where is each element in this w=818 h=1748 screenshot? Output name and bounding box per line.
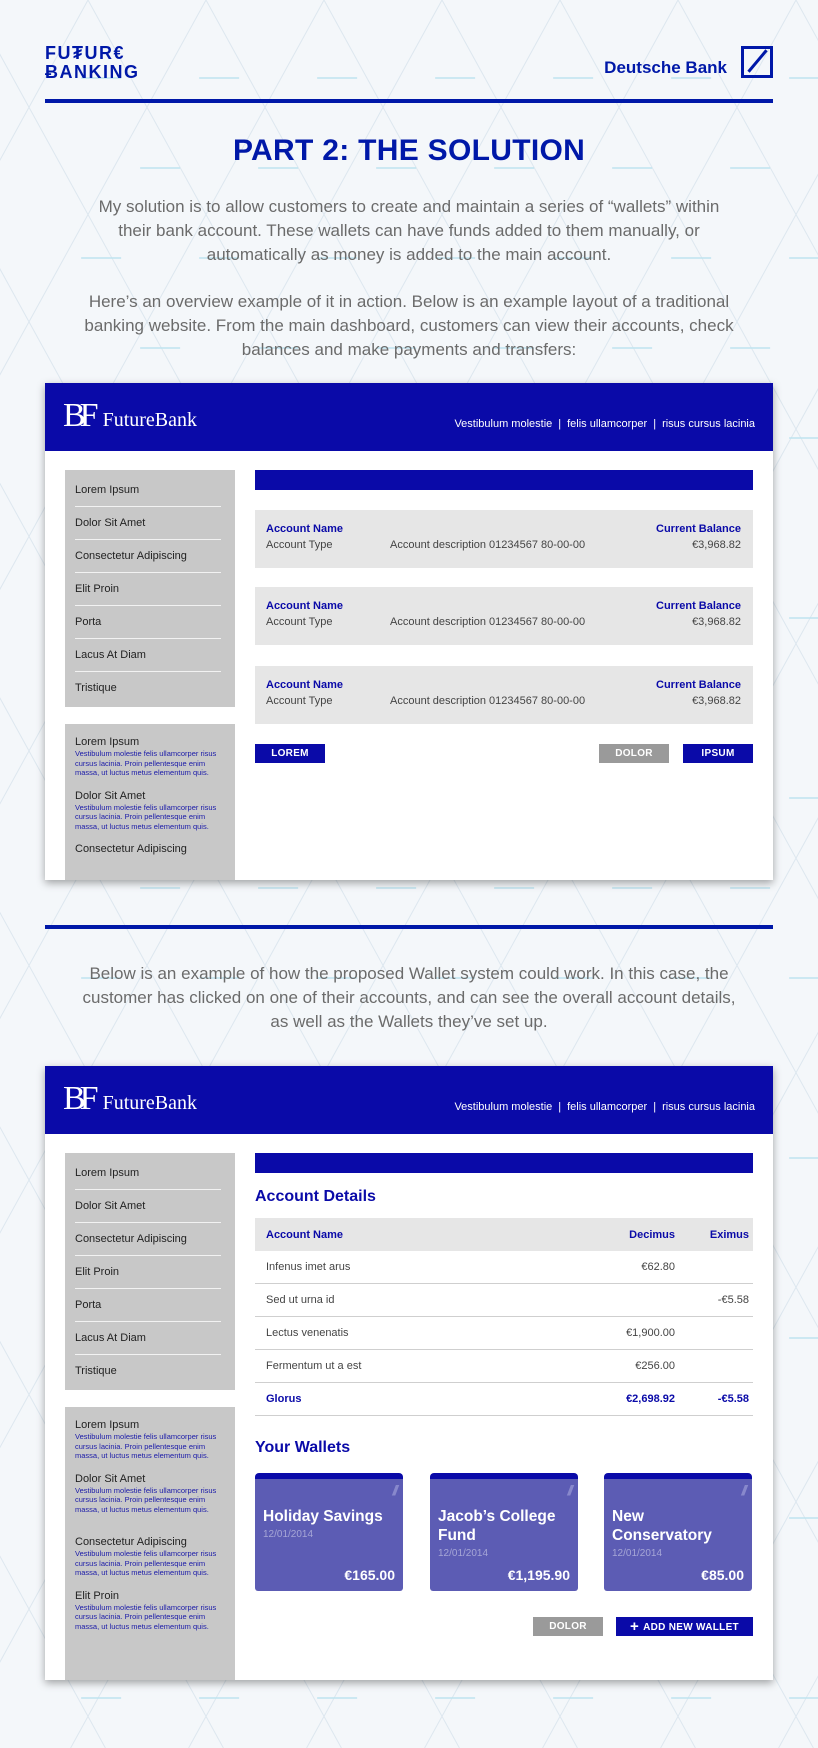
wallet-watermark-icon: ///: [567, 1482, 570, 1498]
table-header: [255, 1218, 753, 1251]
content-header-strip: [255, 1153, 753, 1173]
top-nav: [454, 418, 755, 430]
nav-separator: |: [653, 1101, 657, 1113]
balance-label: Current Balance: [656, 600, 741, 612]
futurebank-logo-mark: BF: [63, 1080, 93, 1117]
logo-line-2: ɃANKING: [45, 62, 140, 82]
wallet-amount: €165.00: [344, 1567, 395, 1583]
info-block: [75, 1590, 225, 1632]
wallet-name: Jacob’s College Fund: [438, 1508, 556, 1544]
futurebank-logo[interactable]: [63, 397, 198, 434]
dolor-button[interactable]: DOLOR: [533, 1617, 603, 1636]
account-balance: €3,968.82: [692, 695, 741, 707]
account-balance: €3,968.82: [692, 539, 741, 551]
account-card[interactable]: [255, 587, 753, 645]
table-row[interactable]: [255, 1284, 753, 1317]
account-type: Account Type: [266, 616, 333, 628]
decimus-value: €1,900.00: [626, 1327, 675, 1339]
account-details-table: [255, 1218, 753, 1416]
decimus-value: €62.80: [641, 1261, 675, 1273]
deutsche-bank-brand: [604, 46, 773, 78]
sidebar-item[interactable]: Tristique: [75, 682, 117, 694]
bank-name: Deutsche Bank: [604, 58, 727, 77]
account-description: Account description 01234567 80-00-00: [390, 695, 586, 707]
futurebank-logo-name: FutureBank: [102, 1092, 198, 1114]
sidebar-item[interactable]: Porta: [75, 1289, 221, 1322]
your-wallets-heading: Your Wallets: [255, 1439, 351, 1456]
account-card[interactable]: [255, 510, 753, 568]
wallet-mockup: [45, 1066, 773, 1680]
info-text: Vestibulum molestie felis ullamcorper risus cursus lacinia. Proin pellentesque enim massa, ut luctus metus elementum quis.: [75, 749, 217, 777]
info-title: Consectetur Adipiscing: [75, 843, 187, 855]
table-row[interactable]: [255, 1317, 753, 1350]
row-label: Fermentum ut a est: [266, 1360, 362, 1372]
wallet-card[interactable]: [255, 1473, 403, 1591]
info-block: [75, 1536, 225, 1578]
wallet-date: 12/01/2014: [438, 1548, 489, 1559]
sidebar-menu: [65, 1153, 235, 1390]
nav-link[interactable]: risus cursus lacinia: [662, 1101, 755, 1113]
account-type: Account Type: [266, 695, 333, 707]
info-block: [75, 1473, 225, 1515]
sidebar-item[interactable]: Consectetur Adipiscing: [75, 1223, 221, 1256]
info-block: [75, 736, 225, 778]
ipsum-button[interactable]: IPSUM: [683, 744, 753, 763]
top-nav: [454, 1101, 755, 1113]
sidebar-item[interactable]: Consectetur Adipiscing: [75, 540, 221, 573]
balance-label: Current Balance: [656, 523, 741, 535]
account-name: Account Name: [266, 679, 344, 691]
info-text: Vestibulum molestie felis ullamcorper risus cursus lacinia. Proin pellentesque enim massa, ut luctus metus elementum quis.: [75, 1602, 217, 1631]
account-name: Account Name: [266, 600, 344, 612]
app-header-bar: [45, 1066, 773, 1134]
nav-link[interactable]: risus cursus lacinia: [662, 418, 755, 430]
info-title: Elit Proin: [75, 1589, 120, 1602]
row-label: Infenus imet arus: [266, 1261, 351, 1273]
add-new-wallet-label: ADD NEW WALLET: [643, 1622, 739, 1633]
sidebar-item[interactable]: Tristique: [75, 1365, 117, 1377]
account-balance: €3,968.82: [692, 616, 741, 628]
content-header-strip: [255, 470, 753, 490]
info-title: Dolor Sit Amet: [75, 789, 146, 802]
nav-link[interactable]: felis ullamcorper: [567, 418, 648, 430]
sidebar-item[interactable]: Lorem Ipsum: [75, 1157, 221, 1190]
balance-label: Current Balance: [656, 679, 741, 691]
wallet-name: Holiday Savings: [263, 1508, 383, 1525]
column-header: Account Name: [266, 1228, 344, 1241]
account-type: Account Type: [266, 539, 333, 551]
nav-separator: |: [653, 418, 657, 430]
add-new-wallet-button[interactable]: [616, 1617, 753, 1636]
info-title: Consectetur Adipiscing: [75, 1536, 187, 1548]
sidebar-item[interactable]: Dolor Sit Amet: [75, 1190, 221, 1223]
info-text: Vestibulum molestie felis ullamcorper risus cursus lacinia. Proin pellentesque enim massa, ut luctus metus elementum quis.: [75, 1485, 217, 1514]
lorem-button[interactable]: LOREM: [255, 744, 325, 763]
wallet-amount: €85.00: [701, 1567, 744, 1583]
futurebank-logo-mark: BF: [63, 397, 93, 434]
table-row[interactable]: [255, 1251, 753, 1284]
info-block: [75, 843, 225, 855]
info-title: Lorem Ipsum: [75, 736, 140, 748]
info-text: Vestibulum molestie felis ullamcorper risus cursus lacinia. Proin pellentesque enim massa, ut luctus metus elementum quis.: [75, 1432, 217, 1460]
info-title: Lorem Ipsum: [75, 1419, 140, 1431]
app-header-bar: [45, 383, 773, 451]
nav-separator: |: [558, 1101, 562, 1113]
nav-link[interactable]: Vestibulum molestie: [454, 1101, 553, 1113]
wallet-amount: €1,195.90: [507, 1567, 570, 1583]
sidebar-item[interactable]: Lacus At Diam: [75, 639, 221, 672]
total-decimus: €2,698.92: [626, 1393, 675, 1405]
site-header: [45, 44, 773, 104]
info-text: Vestibulum molestie felis ullamcorper risus cursus lacinia. Proin pellentesque enim massa, ut luctus metus elementum quis.: [75, 802, 217, 831]
futurebank-logo[interactable]: [63, 1080, 198, 1117]
intro-paragraph: My solution is to allow customers to create and maintain a series of “wallets” within their bank account. These wallets can have funds added to them manually, or automatically as money is added to the main account.: [98, 197, 720, 264]
account-description: Account description 01234567 80-00-00: [390, 539, 586, 551]
row-label: Lectus venenatis: [266, 1327, 349, 1339]
sidebar-info-panel: [65, 724, 235, 880]
total-label: Glorus: [266, 1393, 302, 1405]
logo-line-1: FU₮UR€: [45, 43, 125, 63]
dolor-button[interactable]: DOLOR: [599, 744, 669, 763]
wallet-watermark-icon: ///: [741, 1482, 744, 1498]
plus-icon: +: [630, 1618, 640, 1635]
wallet-name: New Conservatory: [612, 1508, 712, 1544]
overview-paragraph: Here’s an overview example of it in action. Below is an example layout of a traditional banking website. From the main dashboard, customers can view their accounts, check balances and make payments and transfers:: [84, 292, 734, 359]
account-details-heading: Account Details: [255, 1188, 376, 1205]
info-block: [75, 1419, 225, 1461]
header-divider: [45, 99, 773, 103]
sidebar-item[interactable]: Elit Proin: [75, 1256, 221, 1289]
sidebar-item[interactable]: Lorem Ipsum: [75, 474, 221, 507]
sidebar-info-panel: [65, 1407, 235, 1680]
total-eximus: -€5.58: [717, 1393, 749, 1405]
sidebar-item[interactable]: Elit Proin: [75, 573, 221, 606]
future-banking-logo: [45, 44, 140, 82]
account-card[interactable]: [255, 666, 753, 724]
wallet-watermark-icon: ///: [392, 1482, 395, 1498]
nav-link[interactable]: Vestibulum molestie: [454, 418, 553, 430]
column-header: Eximus: [709, 1228, 749, 1241]
section-divider: [45, 925, 773, 929]
wallet-date: 12/01/2014: [612, 1548, 663, 1559]
info-block: [75, 790, 225, 832]
wallet-date: 12/01/2014: [263, 1529, 314, 1540]
sidebar-item[interactable]: Lacus At Diam: [75, 1322, 221, 1355]
futurebank-logo-name: FutureBank: [102, 409, 198, 431]
sidebar-item[interactable]: Porta: [75, 606, 221, 639]
info-title: Dolor Sit Amet: [75, 1472, 146, 1485]
table-row[interactable]: [255, 1350, 753, 1383]
sidebar-item[interactable]: Dolor Sit Amet: [75, 507, 221, 540]
page-title: PART 2: THE SOLUTION: [232, 134, 586, 167]
total-row: [255, 1383, 753, 1416]
column-header: Decimus: [629, 1228, 675, 1241]
info-text: Vestibulum molestie felis ullamcorper risus cursus lacinia. Proin pellentesque enim massa, ut luctus metus elementum quis.: [75, 1549, 217, 1577]
wallet-card[interactable]: [604, 1473, 752, 1591]
deutsche-bank-logo-icon: [741, 46, 773, 78]
nav-link[interactable]: felis ullamcorper: [567, 1101, 648, 1113]
account-name: Account Name: [266, 523, 344, 535]
wallet-intro-paragraph: Below is an example of how the proposed Wallet system could work. In this case, the customer has clicked on one of their accounts, and can see the overall account details, as well as the Wallets they’ve set up.: [82, 964, 736, 1031]
eximus-value: -€5.58: [717, 1294, 749, 1306]
sidebar-menu: [65, 470, 235, 707]
dashboard-mockup: [45, 383, 773, 880]
account-description: Account description 01234567 80-00-00: [390, 616, 586, 628]
nav-separator: |: [558, 418, 562, 430]
row-label: Sed ut urna id: [266, 1294, 335, 1306]
decimus-value: €256.00: [635, 1360, 675, 1372]
wallet-card[interactable]: [430, 1473, 578, 1591]
